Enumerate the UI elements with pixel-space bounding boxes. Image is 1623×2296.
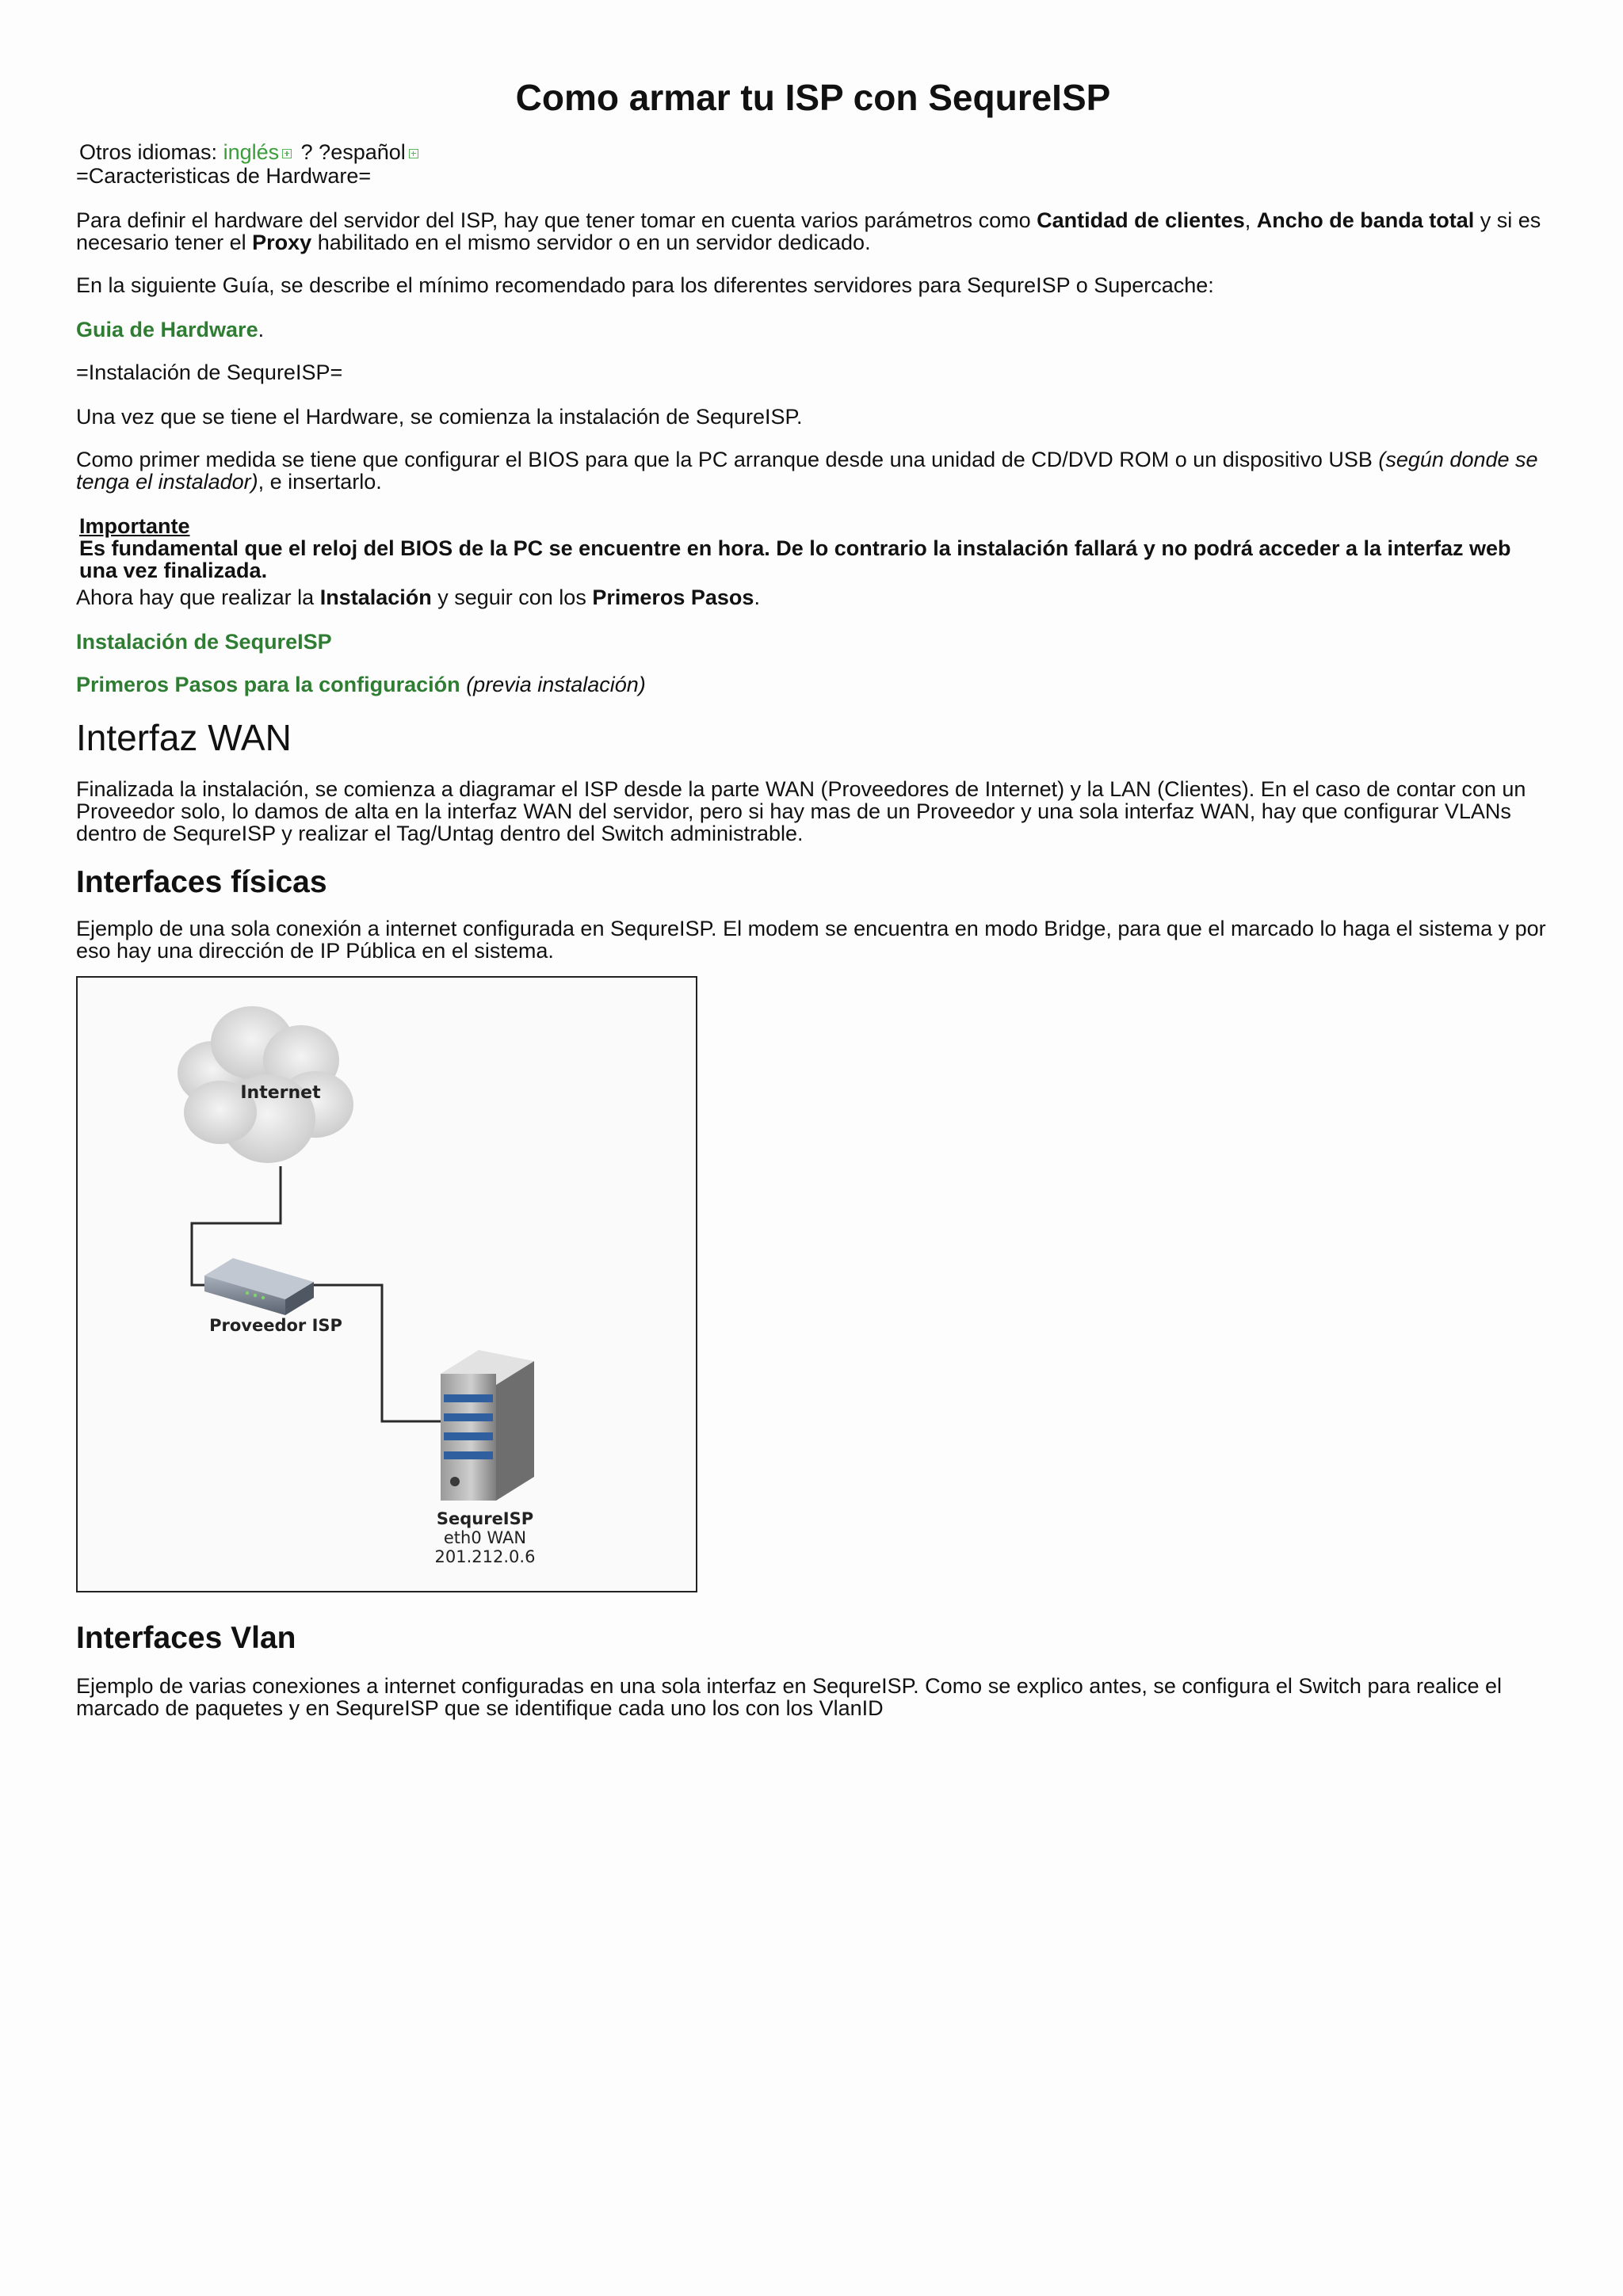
install-link-paragraph <box>76 631 1550 653</box>
hardware-paragraph: Para definir el hardware del servidor del ISP, hay que tener tomar en cuenta varios parámetros como Cantidad de clientes, Ancho de banda total y si es necesario tener el Proxy habilitado en el mismo servidor o en un servidor dedicado. <box>76 208 1541 254</box>
next-steps-paragraph: Ahora hay que realizar la Instalación y seguir con los Primeros Pasos. <box>76 585 760 609</box>
expand-plus-icon[interactable] <box>409 149 418 158</box>
language-selector <box>79 139 422 165</box>
wan-paragraph: Finalizada la instalación, se comienza a diagramar el ISP desde la parte WAN (Proveedores de Internet) y la LAN (Clientes). En el caso de contar con un Proveedor solo, lo damos de alta en la interfaz WAN del servidor, pero si hay mas de un Proveedor y una sola interfaz WAN, hay que configurar VLANs dentro de SequreISP y realizar el Tag/Untag dentro del Switch administrable. <box>76 777 1526 845</box>
install-link[interactable]: Instalación de SequreISP <box>76 630 332 654</box>
server-interface-label: eth0 WAN <box>443 1528 527 1547</box>
internet-label: Internet <box>240 1083 321 1103</box>
server-icon <box>441 1350 534 1501</box>
first-steps-note: (previa instalación) <box>466 673 646 696</box>
language-link-english[interactable]: inglés <box>223 140 280 164</box>
provider-label: Proveedor ISP <box>209 1316 342 1335</box>
expand-plus-icon[interactable] <box>282 149 292 158</box>
network-diagram-svg <box>78 978 696 1591</box>
install-heading: =Instalación de SequreISP= <box>76 360 343 384</box>
hardware-heading: =Caracteristicas de Hardware= <box>76 164 372 188</box>
server-ip-label: 201.212.0.6 <box>434 1547 536 1566</box>
router-icon <box>204 1258 314 1315</box>
important-label: Importante <box>79 514 190 538</box>
vlan-interfaces-heading: Interfaces Vlan <box>76 1621 296 1655</box>
languages-separator: ? ? <box>300 140 331 164</box>
guide-paragraph: En la siguiente Guía, se describe el mínimo recomendado para los diferentes servidores para SequreISP o Supercache: <box>76 273 1214 297</box>
important-text: Es fundamental que el reloj del BIOS de la PC se encuentre en hora. De lo contrario la instalación fallará y no podrá acceder a la interfaz web una vez finalizada. <box>79 536 1511 582</box>
physical-interfaces-paragraph: Ejemplo de una sola conexión a internet configurada en SequreISP. El modem se encuentra en modo Bridge, para que el marcado lo haga el sistema y por eso hay una dirección de IP Pública en el sistema. <box>76 917 1546 963</box>
hardware-guide-link[interactable]: Guia de Hardware <box>76 318 258 341</box>
page-title: Como armar tu ISP con SequreISP <box>515 77 1111 118</box>
bios-paragraph: Como primer medida se tiene que configurar el BIOS para que la PC arranque desde una unidad de CD/DVD ROM o un dispositivo USB (según donde se tenga el instalador), e insertarlo. <box>76 448 1538 494</box>
wan-heading: Interfaz WAN <box>76 717 292 758</box>
important-note <box>79 515 1550 582</box>
language-link-spanish[interactable]: español <box>330 140 406 164</box>
install-paragraph: Una vez que se tiene el Hardware, se comienza la instalación de SequreISP. <box>76 405 803 429</box>
first-steps-link[interactable]: Primeros Pasos para la configuración <box>76 673 460 696</box>
first-steps-paragraph <box>76 673 1550 696</box>
provider-server-link <box>314 1285 441 1421</box>
physical-interfaces-heading: Interfaces físicas <box>76 865 327 899</box>
guide-link-paragraph: Guia de Hardware. <box>76 318 265 341</box>
network-diagram <box>76 976 697 1592</box>
vlan-interfaces-paragraph: Ejemplo de varias conexiones a internet configuradas en una sola interfaz en SequreISP. Como se explico antes, se configura el Switch para realice el marcado de paquetes y en SequreISP que se identifique cada uno los con los VlanID <box>76 1674 1503 1720</box>
languages-label: Otros idiomas: <box>79 140 218 164</box>
server-name-label: SequreISP <box>436 1509 534 1528</box>
